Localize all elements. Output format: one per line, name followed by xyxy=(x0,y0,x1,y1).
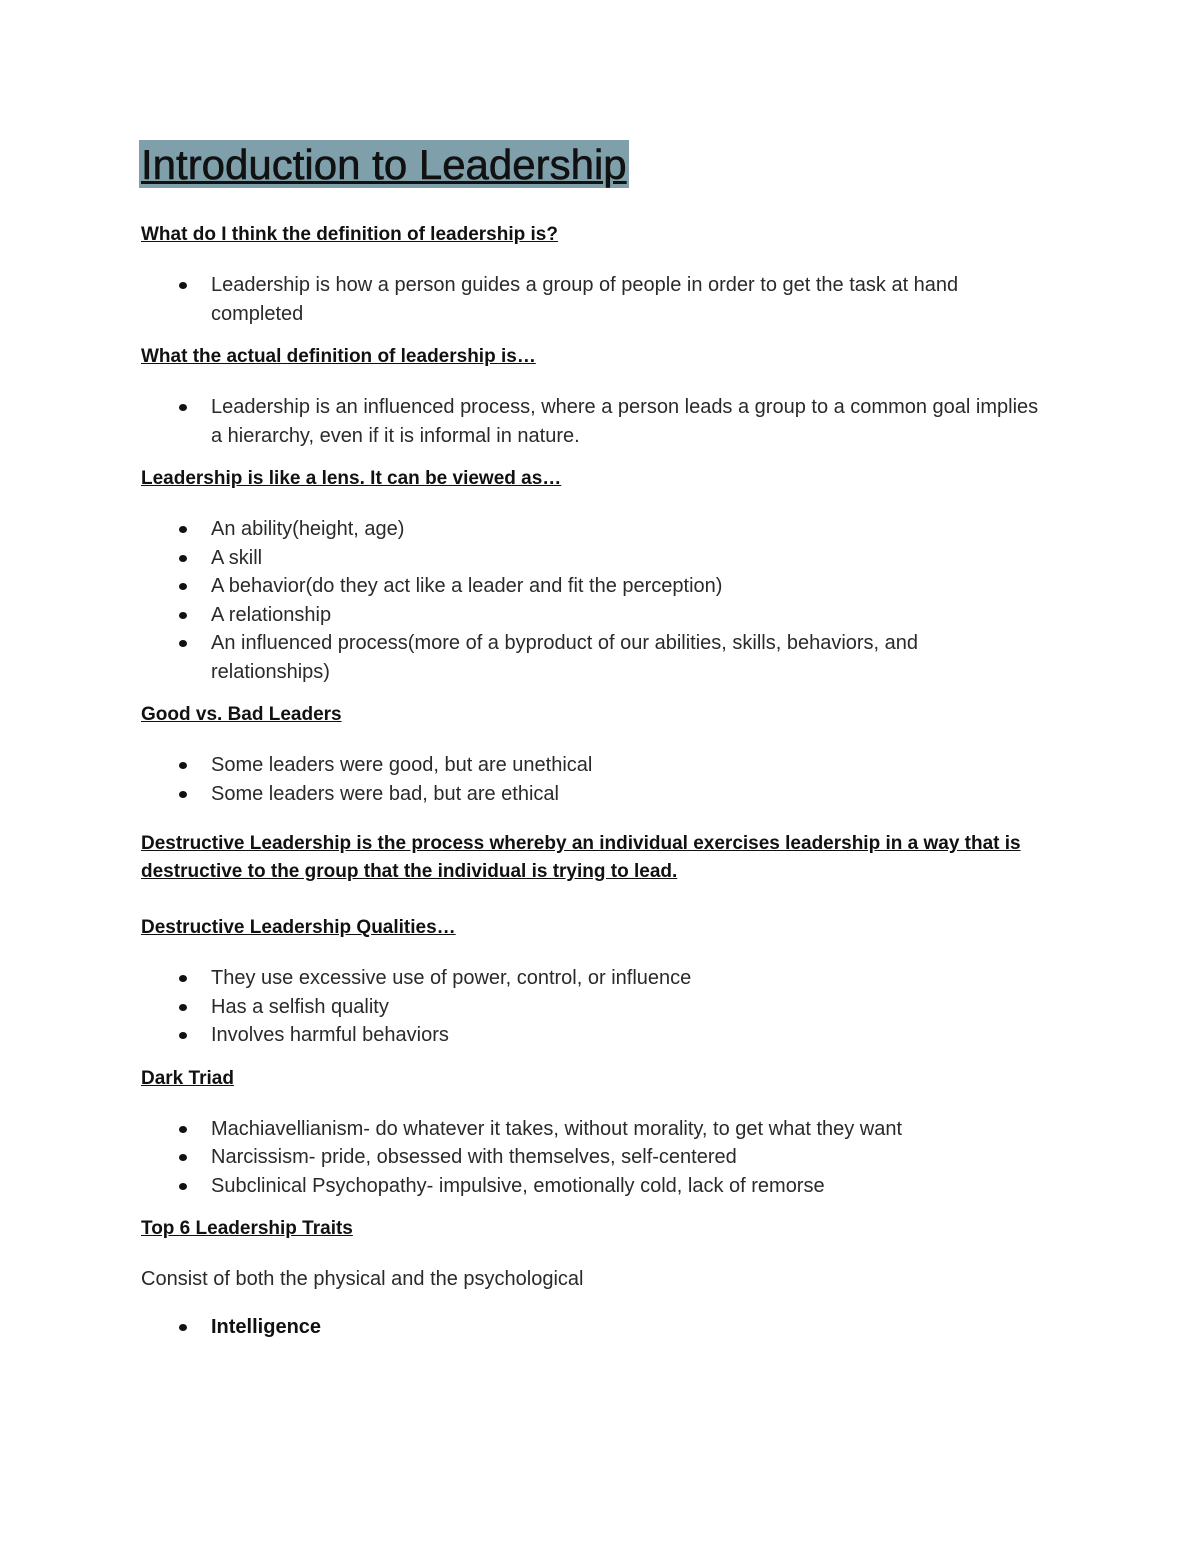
bullet-icon xyxy=(179,555,187,562)
list-item xyxy=(141,751,1041,780)
list-item xyxy=(141,993,1041,1022)
bullet-icon xyxy=(179,640,187,647)
section-heading: What the actual definition of leadership is… xyxy=(141,346,536,367)
section-own-definition xyxy=(141,221,1041,328)
page-title: Introduction to Leadership xyxy=(141,141,627,188)
bullet-icon xyxy=(179,975,187,982)
bullet-icon xyxy=(179,1032,187,1039)
section-good-vs-bad xyxy=(141,701,1041,808)
bullet-list xyxy=(141,751,1041,808)
bullet-icon xyxy=(179,526,187,533)
bullet-list xyxy=(141,271,1041,328)
list-item-text: Involves harmful behaviors xyxy=(211,1024,449,1046)
list-item-text: They use excessive use of power, control, or influence xyxy=(211,967,692,989)
section-top-traits xyxy=(141,1215,1041,1342)
list-item-text: Intelligence xyxy=(211,1316,322,1338)
list-item-text: Machiavellianism- do whatever it takes, without morality, to get what they want xyxy=(211,1117,903,1140)
section-lens xyxy=(141,465,1041,686)
list-item-text: Narcissism- pride, obsessed with themselves, self-centered xyxy=(211,1146,737,1168)
bullet-icon xyxy=(179,583,187,590)
section-heading: Destructive Leadership Qualities… xyxy=(141,917,456,938)
list-item-text: Some leaders were good, but are unethical xyxy=(211,754,593,776)
bullet-icon xyxy=(179,1183,187,1190)
section-heading: Destructive Leadership is the process whereby an individual exercises leadership in a way that is destructive to the group that the individual is trying to lead. xyxy=(141,833,1021,882)
list-item xyxy=(141,572,1041,601)
bullet-icon xyxy=(179,1154,187,1161)
bullet-list xyxy=(141,1313,1041,1342)
list-item xyxy=(141,629,1041,686)
list-item xyxy=(141,515,1041,544)
document-page xyxy=(141,140,1041,1342)
list-item xyxy=(141,1172,1041,1201)
section-heading: Dark Triad xyxy=(141,1067,234,1089)
section-heading: Good vs. Bad Leaders xyxy=(141,704,342,725)
list-item xyxy=(141,271,1041,328)
bullet-icon xyxy=(179,791,187,798)
bullet-icon xyxy=(179,1324,187,1331)
list-item xyxy=(141,964,1041,993)
section-heading: What do I think the definition of leadership is? xyxy=(141,224,558,245)
list-item-text: Leadership is an influenced process, where a person leads a group to a common goal implies a hierarchy, even if it is informal in nature. xyxy=(211,396,1039,447)
list-item xyxy=(141,780,1041,809)
list-item xyxy=(141,601,1041,630)
bullet-list xyxy=(141,393,1041,450)
bullet-list xyxy=(141,1115,1041,1201)
bullet-list xyxy=(141,515,1041,686)
list-item-text: Leadership is how a person guides a group of people in order to get the task at hand completed xyxy=(211,274,959,325)
section-actual-definition xyxy=(141,343,1041,450)
list-item xyxy=(141,544,1041,573)
list-item-text: Subclinical Psychopathy- impulsive, emotionally cold, lack of remorse xyxy=(211,1174,825,1197)
list-item-text: Has a selfish quality xyxy=(211,995,389,1018)
section-destructive-definition xyxy=(141,830,1041,886)
section-dark-triad xyxy=(141,1065,1041,1201)
bullet-icon xyxy=(179,612,187,619)
list-item xyxy=(141,393,1041,450)
list-item-text: Some leaders were bad, but are ethical xyxy=(211,782,559,805)
list-item-text: A skill xyxy=(211,546,263,569)
list-item-text: A behavior(do they act like a leader and fit the perception) xyxy=(211,575,723,597)
list-item-text: An influenced process(more of a byproduct of our abilities, skills, behaviors, and relationships) xyxy=(211,632,919,683)
section-heading: Top 6 Leadership Traits xyxy=(141,1218,353,1239)
list-item xyxy=(141,1313,1041,1342)
bullet-icon xyxy=(179,282,187,289)
bullet-icon xyxy=(179,762,187,769)
list-item xyxy=(141,1143,1041,1172)
list-item xyxy=(141,1115,1041,1144)
list-item-text: A relationship xyxy=(211,603,332,626)
section-heading: Leadership is like a lens. It can be viewed as… xyxy=(141,468,562,489)
list-item-text: An ability(height, age) xyxy=(211,518,405,540)
section-paragraph: Consist of both the physical and the psychological xyxy=(141,1268,584,1290)
bullet-icon xyxy=(179,1126,187,1133)
bullet-icon xyxy=(179,1004,187,1011)
bullet-list xyxy=(141,964,1041,1050)
list-item xyxy=(141,1021,1041,1050)
bullet-icon xyxy=(179,404,187,411)
section-destructive-qualities xyxy=(141,914,1041,1050)
